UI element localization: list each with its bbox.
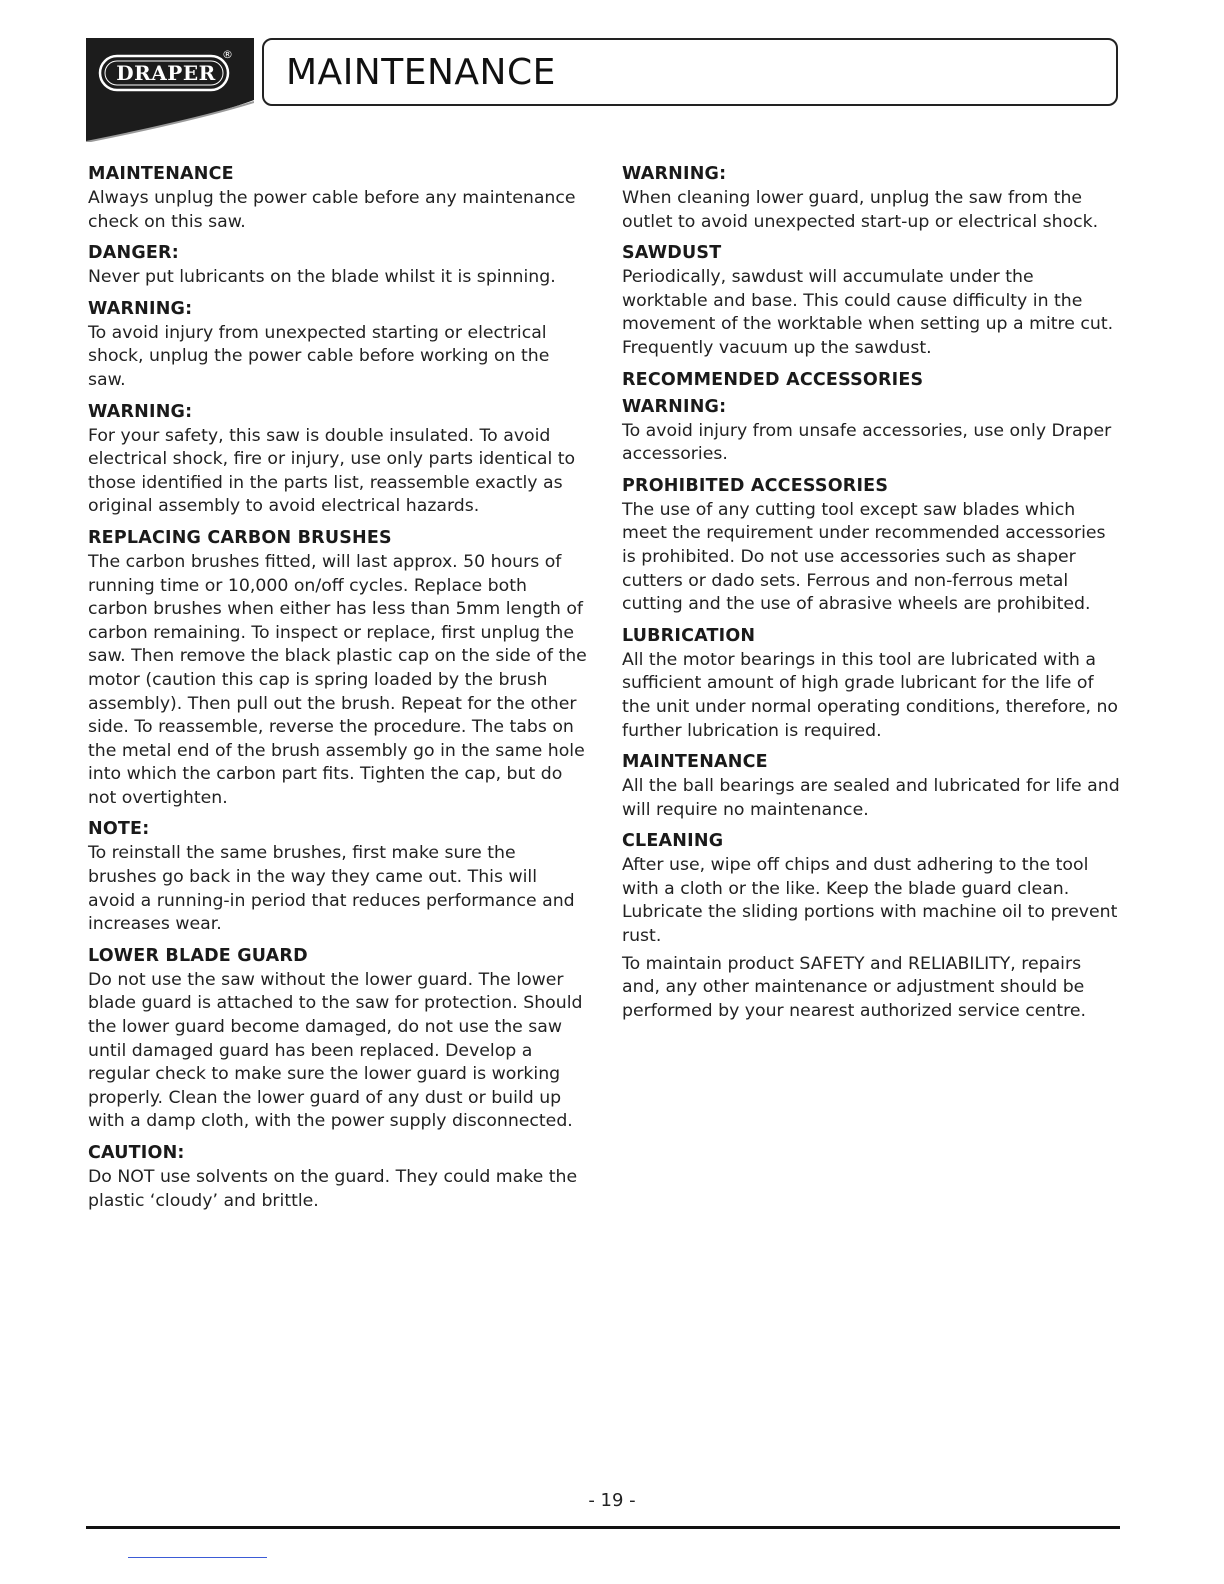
section-text: Do NOT use solvents on the guard. They could make the plastic ‘cloudy’ and brittle.	[88, 1167, 578, 1211]
section-heading: LUBRICATION	[622, 625, 756, 646]
section-heading: WARNING:	[622, 164, 727, 184]
section-heading: NOTE:	[88, 819, 150, 840]
section-heading: CLEANING	[622, 831, 724, 852]
section-heading: WARNING:	[88, 298, 193, 319]
section-text: All the ball bearings are sealed and lubricated for life and will require no maintenance.	[622, 776, 1120, 820]
section-heading: DANGER:	[88, 243, 179, 264]
section-heading: PROHIBITED ACCESSORIES	[622, 475, 889, 496]
registered-mark: ®	[222, 48, 233, 61]
logo-brand-text: DRAPER	[116, 61, 216, 85]
right-column	[622, 160, 1122, 1028]
footer-divider	[86, 1526, 1120, 1529]
section-text: For your safety, this saw is double insulated. To avoid electrical shock, fire or injury, use only parts identical to those identified in the parts list, reassemble exactly as original assembly to avoid electrical hazards.	[88, 425, 576, 517]
section-text: To maintain product SAFETY and RELIABILITY, repairs and, any other maintenance or adjustment should be performed by your nearest authorized service centre.	[622, 953, 1086, 1021]
page-title: MAINTENANCE	[286, 51, 556, 93]
section-heading: SAWDUST	[622, 243, 722, 264]
section-heading: RECOMMENDED ACCESSORIES	[622, 369, 924, 390]
section-text: To avoid injury from unsafe accessories, use only Draper accessories.	[622, 420, 1112, 465]
section-text: When cleaning lower guard, unplug the saw from the outlet to avoid unexpected start-up or electrical shock.	[622, 188, 1099, 232]
section-text: Never put lubricants on the blade whilst it is spinning.	[88, 267, 556, 288]
page-number: - 19 -	[588, 1490, 636, 1511]
section-text: Always unplug the power cable before any maintenance check on this saw.	[88, 188, 576, 232]
section-heading: MAINTENANCE	[88, 164, 234, 184]
draper-logo	[86, 38, 254, 142]
section-heading: WARNING:	[622, 396, 727, 417]
section-text: After use, wipe off chips and dust adhering to the tool with a cloth or the like. Keep the blade guard clean. Lubricate the sliding portions with machine oil to prevent rust.	[622, 855, 1118, 947]
section-heading: MAINTENANCE	[622, 752, 768, 773]
page-title-box	[262, 38, 1118, 106]
section-text: All the motor bearings in this tool are lubricated with a sufficient amount of high grade lubricant for the life of the unit under normal operating conditions, therefore, no further lubrication is required.	[622, 649, 1118, 741]
section-text: Periodically, sawdust will accumulate under the worktable and base. This could cause difficulty in the movement of the worktable when setting up a mitre cut. Frequently vacuum up the sawdust.	[622, 267, 1114, 358]
section-text: To reinstall the same brushes, first make sure the brushes go back in the way they came out. This will avoid a running-in period that reduces performance and increases wear.	[88, 843, 575, 935]
section-heading: WARNING:	[88, 401, 193, 422]
section-text: The carbon brushes fitted, will last approx. 50 hours of running time or 10,000 on/off cycles. Replace both carbon brushes when either has less than 5mm length of carbon remaining. To inspect or replace, first unplug the saw. Then remove the black plastic cap on the side of the motor (caution this cap is spring loaded by the brush assembly). Then pull out the brush. Repeat for the other side. To reassemble, reverse the procedure. The tabs on the metal end of the brush assembly go in the same hole into which the carbon part fits. Tighten the cap, but do not overtighten.	[88, 551, 587, 808]
footer-link-underline	[128, 1557, 267, 1558]
section-heading: CAUTION:	[88, 1143, 185, 1163]
section-text: To avoid injury from unexpected starting or electrical shock, unplug the power cable before working on the saw.	[88, 322, 550, 390]
section-text: Do not use the saw without the lower guard. The lower blade guard is attached to the saw for protection. Should the lower guard become damaged, do not use the saw until damaged guard has been replaced. Develop a regular check to make sure the lower guard is working properly. Clean the lower guard of any dust or build up with a damp cloth, with the power supply disconnected.	[88, 969, 583, 1132]
page-header	[86, 38, 1122, 148]
section-heading: LOWER BLADE GUARD	[88, 945, 308, 966]
section-text: The use of any cutting tool except saw blades which meet the requirement under recommended accessories is prohibited. Do not use accessories such as shaper cutters or dado sets. Ferrous and non-ferrous metal cutting and the use of abrasive wheels are prohibited.	[622, 499, 1106, 615]
left-column	[88, 160, 588, 1218]
section-heading: REPLACING CARBON BRUSHES	[88, 527, 392, 548]
